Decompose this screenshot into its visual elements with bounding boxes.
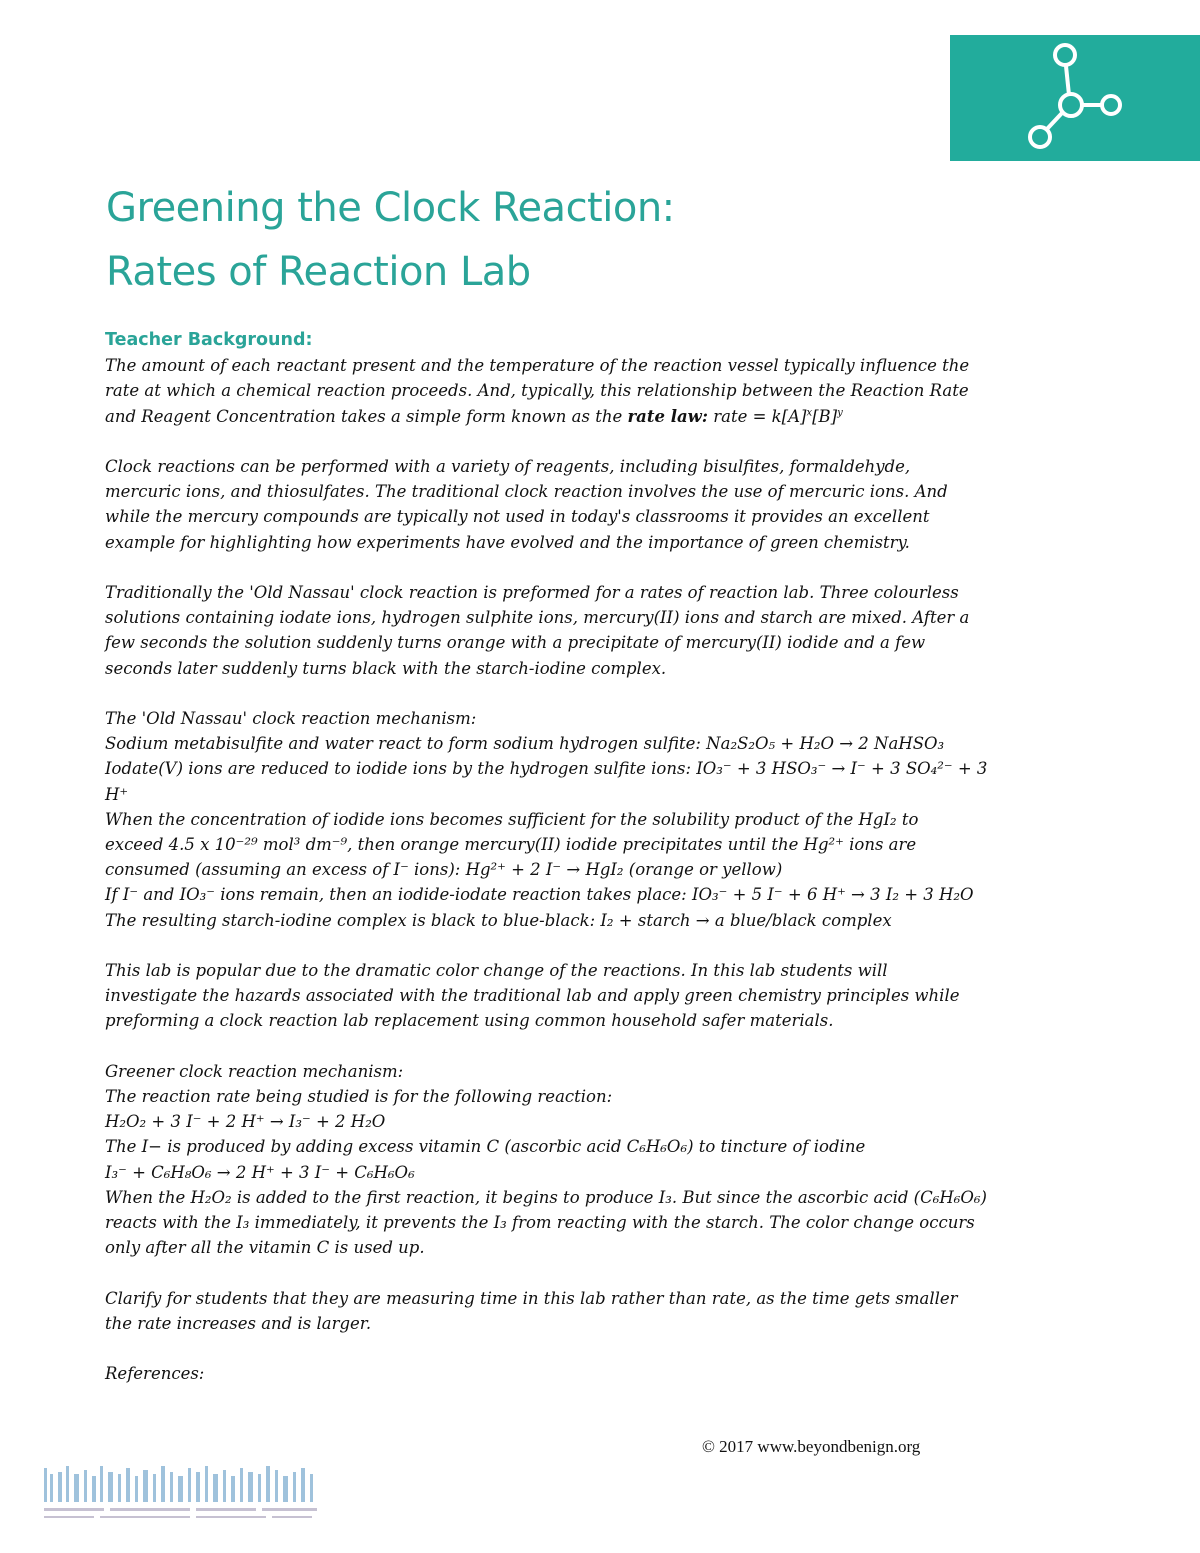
- teacher-background-heading: Teacher Background:: [105, 330, 313, 350]
- text-line: Iodate(V) ions are reduced to iodide ions by the hydrogen sulfite ions: IO₃⁻ + 3 HSO₃⁻ → I⁻ + 3 SO₄²⁻ + 3: [105, 759, 988, 779]
- paragraph-clarify: [105, 1286, 1030, 1336]
- paragraph-old-nassau: [105, 580, 1030, 681]
- text-line: The amount of each reactant present and the temperature of the reaction vessel typically influence the: [105, 356, 970, 376]
- text-line: When the H₂O₂ is added to the first reaction, it begins to produce I₃. But since the ascorbic acid (C₆H₆O₆): [105, 1187, 987, 1207]
- text-line: consumed (assuming an excess of I⁻ ions): Hg²⁺ + 2 I⁻ → HgI₂ (orange or yellow): [105, 860, 783, 880]
- greener-heading: Greener clock reaction mechanism:: [105, 1061, 404, 1081]
- title-line-2: Rates of Reaction Lab: [106, 249, 531, 295]
- mechanism-heading: The 'Old Nassau' clock reaction mechanism:: [105, 709, 477, 728]
- exponent-x: x: [806, 407, 813, 419]
- text-line: Clock reactions can be performed with a variety of reagents, including bisulfites, formaldehyde,: [105, 457, 911, 476]
- text-line: [105, 404, 1030, 429]
- footer-copyright: © 2017 www.beyondbenign.org: [702, 1437, 921, 1456]
- text-line: The resulting starch-iodine complex is black to blue-black: I₂ + starch → a blue/black complex: [105, 910, 892, 930]
- text-line: only after all the vitamin C is used up.: [105, 1238, 425, 1258]
- text-line: solutions containing iodate ions, hydrogen sulphite ions, mercury(II) ions and starch are mixed. After a: [105, 608, 970, 628]
- text-line: Clarify for students that they are measuring time in this lab rather than rate, as the time gets smaller: [105, 1288, 958, 1308]
- text-line: H⁺: [105, 784, 129, 804]
- text-line: the rate increases and is larger.: [105, 1313, 372, 1333]
- text-line: When the concentration of iodide ions becomes sufficient for the solubility product of the HgI₂ to: [105, 809, 919, 829]
- page-title: [106, 176, 1006, 304]
- text-line: mercuric ions, and thiosulfates. The traditional clock reaction involves the use of mercuric ions. And: [105, 482, 948, 502]
- molecule-icon: [950, 35, 1200, 161]
- text-line: Sodium metabisulfite and water react to form sodium hydrogen sulfite: Na₂S₂O₅ + H₂O → 2 NaHSO₃: [105, 734, 945, 754]
- equation-line: H₂O₂ + 3 I⁻ + 2 H⁺ → I₃⁻ + 2 H₂O: [105, 1112, 386, 1132]
- references-heading: References:: [105, 1364, 205, 1384]
- exponent-y: y: [837, 407, 843, 419]
- text-line: rate at which a chemical reaction proceeds. And, typically, this relationship between the Reaction Rate: [105, 381, 969, 401]
- title-line-1: Greening the Clock Reaction:: [106, 185, 675, 231]
- text-line: few seconds the solution suddenly turns orange with a precipitate of mercury(II) iodide and a few: [105, 633, 926, 653]
- rate-law-equation: rate = k[A]: [707, 406, 807, 426]
- paragraph-clock-reactions: [105, 454, 1030, 555]
- text-line: example for highlighting how experiments have evolved and the importance of green chemistry.: [105, 532, 910, 552]
- paragraph-mechanism: [105, 706, 1030, 933]
- text-line: seconds later suddenly turns black with the starch-iodine complex.: [105, 658, 667, 678]
- text-line: reacts with the I₃ immediately, it prevents the I₃ from reacting with the starch. The color change occurs: [105, 1213, 975, 1233]
- text-line: This lab is popular due to the dramatic color change of the reactions. In this lab students will: [105, 961, 888, 981]
- text-line: The reaction rate being studied is for the following reaction:: [105, 1087, 613, 1107]
- text-line: preforming a clock reaction lab replacement using common household safer materials.: [105, 1011, 834, 1031]
- text-line: If I⁻ and IO₃⁻ ions remain, then an iodide-iodate reaction takes place: IO₃⁻ + 5 I⁻ + 6 H⁺ → 3 I₂ + 3 H₂O: [105, 885, 974, 905]
- text-line: exceed 4.5 x 10⁻²⁹ mol³ dm⁻⁹, then orange mercury(II) iodide precipitates until the Hg²⁺ ions are: [105, 835, 917, 855]
- paragraph-rate-law: [105, 353, 1030, 429]
- rate-law-term: rate law:: [627, 406, 708, 426]
- paragraph-popular: [105, 958, 1030, 1034]
- beyond-benign-logo: [40, 1460, 325, 1526]
- text-line: Traditionally the 'Old Nassau' clock reaction is preformed for a rates of reaction lab. Three colourless: [105, 583, 959, 602]
- text-line: investigate the hazards associated with the traditional lab and apply green chemistry principles while: [105, 986, 960, 1006]
- header-logo-box: [950, 35, 1200, 161]
- text-line: The I− is produced by adding excess vitamin C (ascorbic acid C₆H₆O₆) to tincture of iodine: [105, 1137, 866, 1157]
- paragraph-greener: [105, 1059, 1030, 1261]
- equation-line: I₃⁻ + C₆H₈O₆ → 2 H⁺ + 3 I⁻ + C₆H₆O₆: [105, 1162, 415, 1182]
- text-line: while the mercury compounds are typically not used in today's classrooms it provides an excellent: [105, 507, 930, 527]
- document-body: [105, 328, 1030, 1412]
- paragraph-references: [105, 1361, 1030, 1386]
- rate-law-intro: and Reagent Concentration takes a simple form known as the: [105, 406, 628, 426]
- rate-law-equation-b: [B]: [812, 406, 838, 426]
